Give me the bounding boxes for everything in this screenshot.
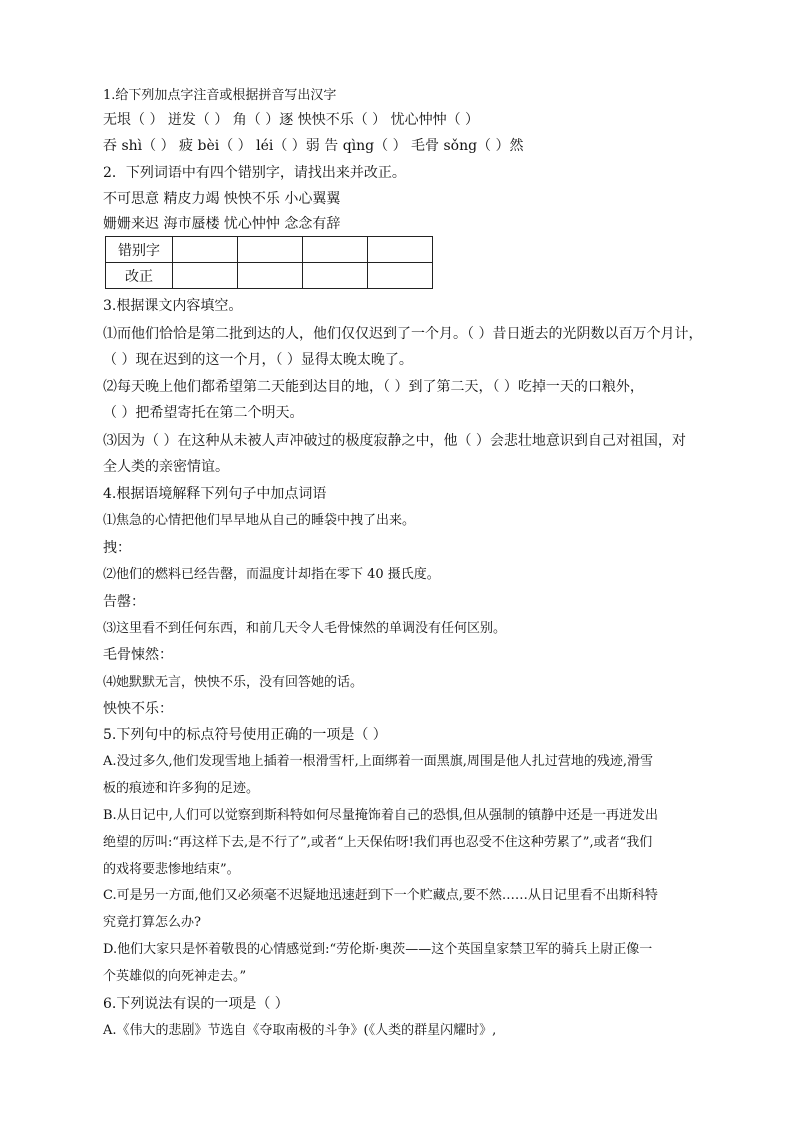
q4-sentence-3: ⑶这里看不到任何东西，和前几天令人毛骨悚然的单调没有任何区别。 [103, 621, 507, 636]
q5-option-c-line-2: 究竟打算怎么办? [103, 915, 201, 930]
table-label-wrong-char: 错别字 [106, 237, 173, 263]
q2-words-line-2: 姗姗来迟 海市蜃楼 忧心忡忡 念念有辞 [103, 216, 341, 232]
q5-option-b-line-3: 的戏将要悲惨地结束”。 [103, 862, 240, 877]
table-cell[interactable] [368, 263, 433, 289]
q3-title: 3.根据课文内容填空。 [103, 298, 243, 314]
table-cell[interactable] [368, 237, 433, 263]
q4-sentence-1: ⑴焦急的心情把他们早早地从自己的睡袋中拽了出来。 [103, 513, 416, 528]
q4-answer-3: 毛骨悚然： [103, 647, 173, 663]
q5-option-a-line-2: 板的痕迹和许多狗的足迹。 [103, 781, 260, 796]
q5-option-c-line-1: C.可是另一方面,他们又必须毫不迟疑地迅速赶到下一个贮藏点,要不然……从日记里看不出斯科特 [103, 888, 658, 903]
table-label-correction: 改正 [106, 263, 173, 289]
table-cell[interactable] [173, 263, 238, 289]
q1-line-1 [103, 110, 479, 130]
table-row [106, 263, 433, 289]
q3-p1-line-1: ⑴而他们恰恰是第二批到达的人，他们仅仅迟到了一个月。（ ）昔日逝去的光阴数以百万个月计， [103, 326, 703, 342]
table-cell[interactable] [303, 237, 368, 263]
q3-p2-line-1: ⑵每天晚上他们都希望第二天能到达目的地，（ ）到了第二天，（ ）吃掉一天的口粮外， [103, 379, 644, 395]
table-row [106, 237, 433, 263]
q2-words-line-1: 不可思意 精皮力竭 怏怏不乐 小心翼翼 [103, 191, 341, 207]
q1-line1-text: 无垠（ ） 迸发（ ） 角（ ）逐 怏怏不乐（ ） 忧心忡忡（ ） [103, 112, 480, 128]
q1-line-2: 吞 shì（ ） 疲 bèi（ ） léi（ ）弱 告 qìng（ ） 毛骨 sǒng（ ）然 [103, 138, 524, 154]
q4-sentence-2: ⑵他们的燃料已经告罄，而温度计却指在零下 40 摄氏度。 [103, 567, 440, 582]
correction-table [105, 236, 433, 289]
q4-sentence-4: ⑷她默默无言，怏怏不乐，没有回答她的话。 [103, 675, 364, 690]
q3-p3-line-1: ⑶因为（ ）在这种从未被人声冲破过的极度寂静之中，他（ ）会悲壮地意识到自己对祖国，对 [103, 433, 686, 449]
q5-option-d-line-1: D.他们大家只是怀着敬畏的心情感觉到:“劳伦斯·奥茨——这个英国皇家禁卫军的骑兵上尉正像一 [103, 942, 653, 957]
table-cell[interactable] [303, 263, 368, 289]
q5-option-b-line-2: 绝望的厉叫:“再这样下去,是不行了”,或者“上天保佑呀!我们再也忍受不住这种劳累了”,或者“我们 [103, 835, 653, 850]
table-cell[interactable] [238, 263, 303, 289]
q5-option-b-line-1: B.从日记中,人们可以觉察到斯科特如何尽量掩饰着自己的恐惧,但从强制的镇静中还是一再迸发出 [103, 808, 658, 823]
q3-p3-line-2: 全人类的亲密情谊。 [103, 459, 229, 475]
table-cell[interactable] [238, 237, 303, 263]
q5-option-a-line-1: A.没过多久,他们发现雪地上插着一根滑雪杆,上面绑着一面黑旗,周围是他人扎过营地的残迹,滑雪 [103, 754, 654, 769]
q5-title: 5.下列句中的标点符号使用正确的一项是（ ） [103, 727, 387, 743]
q6-title: 6.下列说法有误的一项是（ ） [103, 996, 289, 1012]
q2-title: 2．下列词语中有四个错别字，请找出来并改正。 [103, 165, 406, 181]
q4-answer-4: 怏怏不乐： [103, 701, 173, 717]
q3-p2-line-2: （ ）把希望寄托在第二个明天。 [103, 405, 304, 421]
q4-answer-1: 拽： [103, 540, 131, 556]
q4-title: 4.根据语境解释下列句子中加点词语 [103, 486, 327, 502]
q4-answer-2: 告罄： [103, 594, 145, 610]
q5-option-d-line-2: 个英雄似的向死神走去。” [103, 969, 247, 984]
q6-option-a-line-1: A.《伟大的悲剧》节选自《夺取南极的斗争》(《人类的群星闪耀时》, [103, 1023, 497, 1038]
q3-p1-line-2: （ ）现在迟到的这一个月，（ ）显得太晚太晚了。 [103, 352, 413, 368]
table-cell[interactable] [173, 237, 238, 263]
q1-title: 1.给下列加点字注音或根据拼音写出汉字 [103, 88, 337, 103]
